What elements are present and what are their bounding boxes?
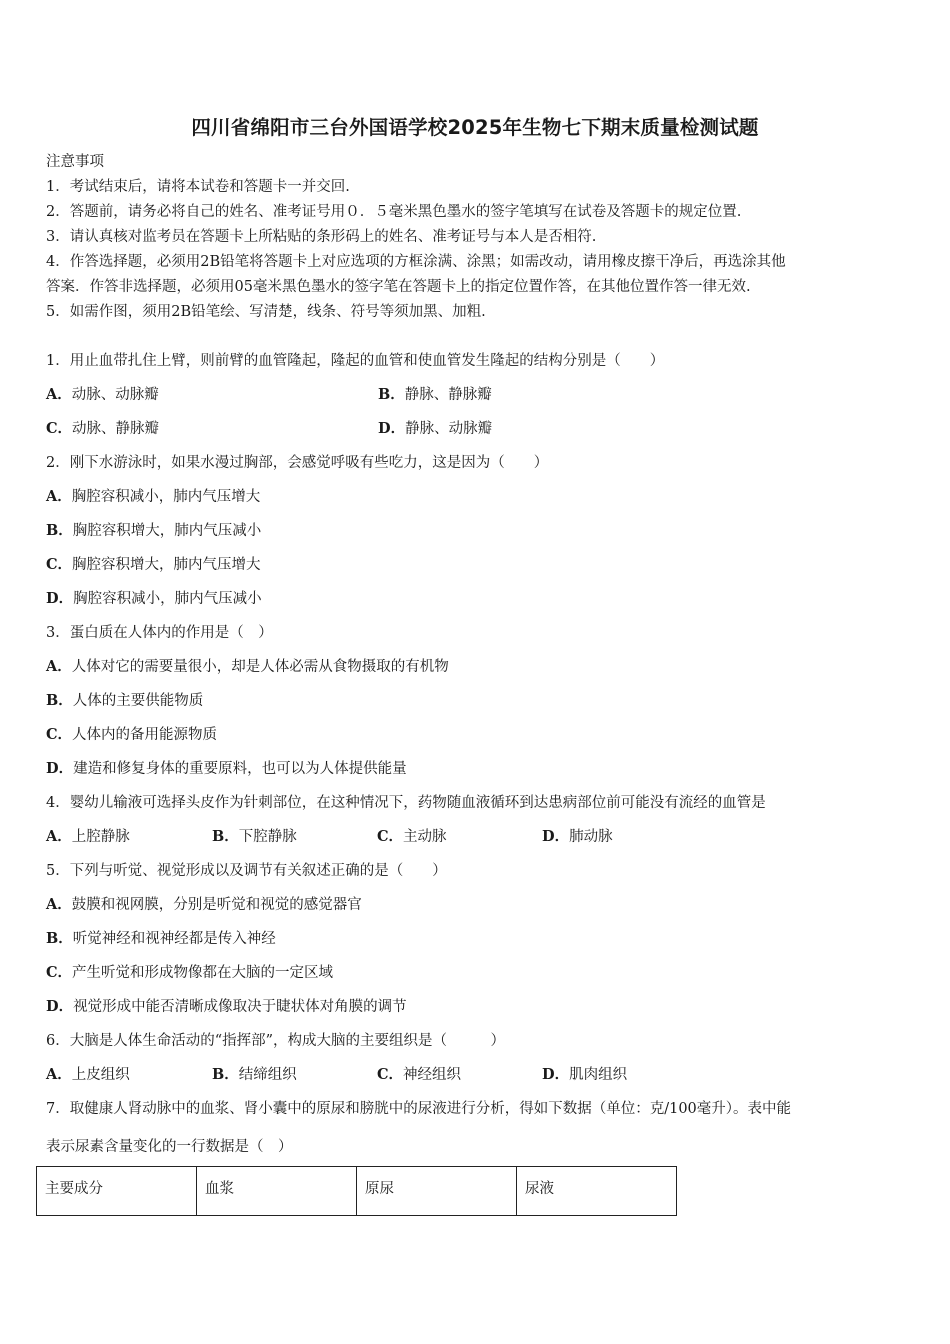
option-key: D． (378, 420, 406, 437)
option-key: C． (46, 726, 73, 743)
notice-heading: 注意事项 (46, 154, 104, 170)
question-7-stem: 7．取健康人肾动脉中的血浆、肾小囊中的原尿和膀胱中的尿液进行分析，得如下数据（单位：克/100毫升）。表中能 (46, 1101, 792, 1117)
option-key: B． (212, 1066, 239, 1083)
notice-item: 4．作答选择题，必须用2B铅笔将答题卡上对应选项的方框涂满、涂黑；如需改动，请用橡皮擦干净后，再选涂其他 (46, 254, 786, 270)
q3-option-b (46, 691, 203, 711)
q4-option-c (377, 827, 447, 847)
option-key: C． (46, 420, 73, 437)
q2-option-c (46, 555, 261, 575)
option-text: 建造和修复身体的重要原料，也可以为人体提供能量 (73, 761, 407, 777)
option-key: C． (46, 964, 73, 981)
q4-option-d (542, 827, 613, 847)
notice-item: 1．考试结束后，请将本试卷和答题卡一并交回. (46, 179, 350, 195)
option-text: 人体内的备用能源物质 (72, 727, 218, 743)
option-text: 产生听觉和形成物像都在大脑的一定区域 (72, 965, 334, 981)
q2-option-d (46, 589, 262, 609)
q4-option-b (212, 827, 297, 847)
table-header-cell: 主要成分 (37, 1167, 197, 1216)
q6-option-c (377, 1065, 461, 1085)
option-key: C． (46, 556, 73, 573)
question-2-stem: 2．刚下水游泳时，如果水漫过胸部，会感觉呼吸有些吃力，这是因为（ ） (46, 455, 549, 471)
option-key: B． (46, 522, 73, 539)
option-key: A． (46, 386, 72, 403)
q7-data-table (36, 1166, 677, 1216)
q1-option-c (46, 419, 159, 439)
option-key: C． (377, 828, 404, 845)
table-header-row (37, 1167, 677, 1216)
q6-option-a (46, 1065, 130, 1085)
option-text: 下腔静脉 (238, 829, 297, 845)
q5-option-b (46, 929, 276, 949)
option-key: D． (46, 590, 74, 607)
table-header-cell: 血浆 (197, 1167, 357, 1216)
question-1-stem: 1．用止血带扎住上臂，则前臂的血管隆起，隆起的血管和使血管发生隆起的结构分别是（ ） (46, 353, 665, 369)
page-title: 四川省绵阳市三台外国语学校2025年生物七下期末质量检测试题 (191, 116, 759, 139)
option-text: 胸腔容积减小，肺内气压减小 (73, 591, 262, 607)
q2-option-a (46, 487, 260, 507)
option-text: 人体的主要供能物质 (72, 693, 204, 709)
option-text: 结缔组织 (238, 1067, 297, 1083)
q4-option-a (46, 827, 130, 847)
option-key: A． (46, 896, 72, 913)
option-key: A． (46, 1066, 72, 1083)
question-5-stem: 5．下列与听觉、视觉形成以及调节有关叙述正确的是（ ） (46, 863, 447, 879)
option-text: 静脉、动脉瓣 (405, 421, 493, 437)
q3-option-a (46, 657, 449, 677)
option-text: 上皮组织 (71, 1067, 130, 1083)
option-text: 听觉神经和视神经都是传入神经 (72, 931, 276, 947)
option-text: 主动脉 (403, 829, 447, 845)
q2-option-b (46, 521, 261, 541)
q6-option-b (212, 1065, 297, 1085)
option-text: 神经组织 (403, 1067, 462, 1083)
option-key: A． (46, 488, 72, 505)
q1-option-b (378, 385, 492, 405)
question-7-stem-continued: 表示尿素含量变化的一行数据是（ ） (46, 1139, 293, 1155)
option-key: A． (46, 828, 72, 845)
q3-option-c (46, 725, 217, 745)
table-header-cell: 尿液 (517, 1167, 677, 1216)
notice-item: 3．请认真核对监考员在答题卡上所粘贴的条形码上的姓名、准考证号与本人是否相符. (46, 229, 597, 245)
option-key: B． (46, 930, 73, 947)
option-text: 上腔静脉 (71, 829, 130, 845)
question-6-stem: 6．大脑是人体生命活动的“指挥部”，构成大脑的主要组织是（ ） (46, 1033, 506, 1049)
option-text: 肺动脉 (569, 829, 613, 845)
q5-option-a (46, 895, 362, 915)
option-text: 动脉、动脉瓣 (71, 387, 159, 403)
option-key: C． (377, 1066, 404, 1083)
option-text: 动脉、静脉瓣 (72, 421, 160, 437)
option-key: D． (46, 998, 74, 1015)
option-text: 胸腔容积增大，肺内气压减小 (72, 523, 262, 539)
notice-item: 2．答题前，请务必将自己的姓名、准考证号用０．５毫米黑色墨水的签字笔填写在试卷及答题卡的规定位置. (46, 204, 742, 220)
q5-option-c (46, 963, 333, 983)
option-key: D． (542, 1066, 570, 1083)
option-text: 胸腔容积增大，肺内气压增大 (72, 557, 261, 573)
option-key: D． (46, 760, 74, 777)
option-key: A． (46, 658, 72, 675)
q6-option-d (542, 1065, 627, 1085)
notice-item: 答案．作答非选择题，必须用05毫米黑色墨水的签字笔在答题卡上的指定位置作答，在其他位置作答一律无效. (46, 279, 751, 295)
option-key: B． (212, 828, 239, 845)
option-key: D． (542, 828, 570, 845)
option-key: B． (378, 386, 405, 403)
option-text: 胸腔容积减小，肺内气压增大 (71, 489, 261, 505)
table-header-cell: 原尿 (357, 1167, 517, 1216)
option-text: 静脉、静脉瓣 (404, 387, 492, 403)
option-text: 肌肉组织 (569, 1067, 628, 1083)
option-text: 人体对它的需要量很小，却是人体必需从食物摄取的有机物 (71, 659, 449, 675)
q5-option-d (46, 997, 407, 1017)
question-3-stem: 3．蛋白质在人体内的作用是（ ） (46, 625, 273, 641)
option-text: 鼓膜和视网膜，分别是听觉和视觉的感觉器官 (71, 897, 362, 913)
q1-option-d (378, 419, 492, 439)
question-4-stem: 4．婴幼儿输液可选择头皮作为针刺部位，在这种情况下，药物随血液循环到达患病部位前可能没有流经的血管是 (46, 795, 766, 811)
option-text: 视觉形成中能否清晰成像取决于睫状体对角膜的调节 (73, 999, 407, 1015)
option-key: B． (46, 692, 73, 709)
q1-option-a (46, 385, 159, 405)
q3-option-d (46, 759, 407, 779)
notice-item: 5．如需作图，须用2B铅笔绘、写清楚，线条、符号等须加黑、加粗. (46, 304, 486, 320)
